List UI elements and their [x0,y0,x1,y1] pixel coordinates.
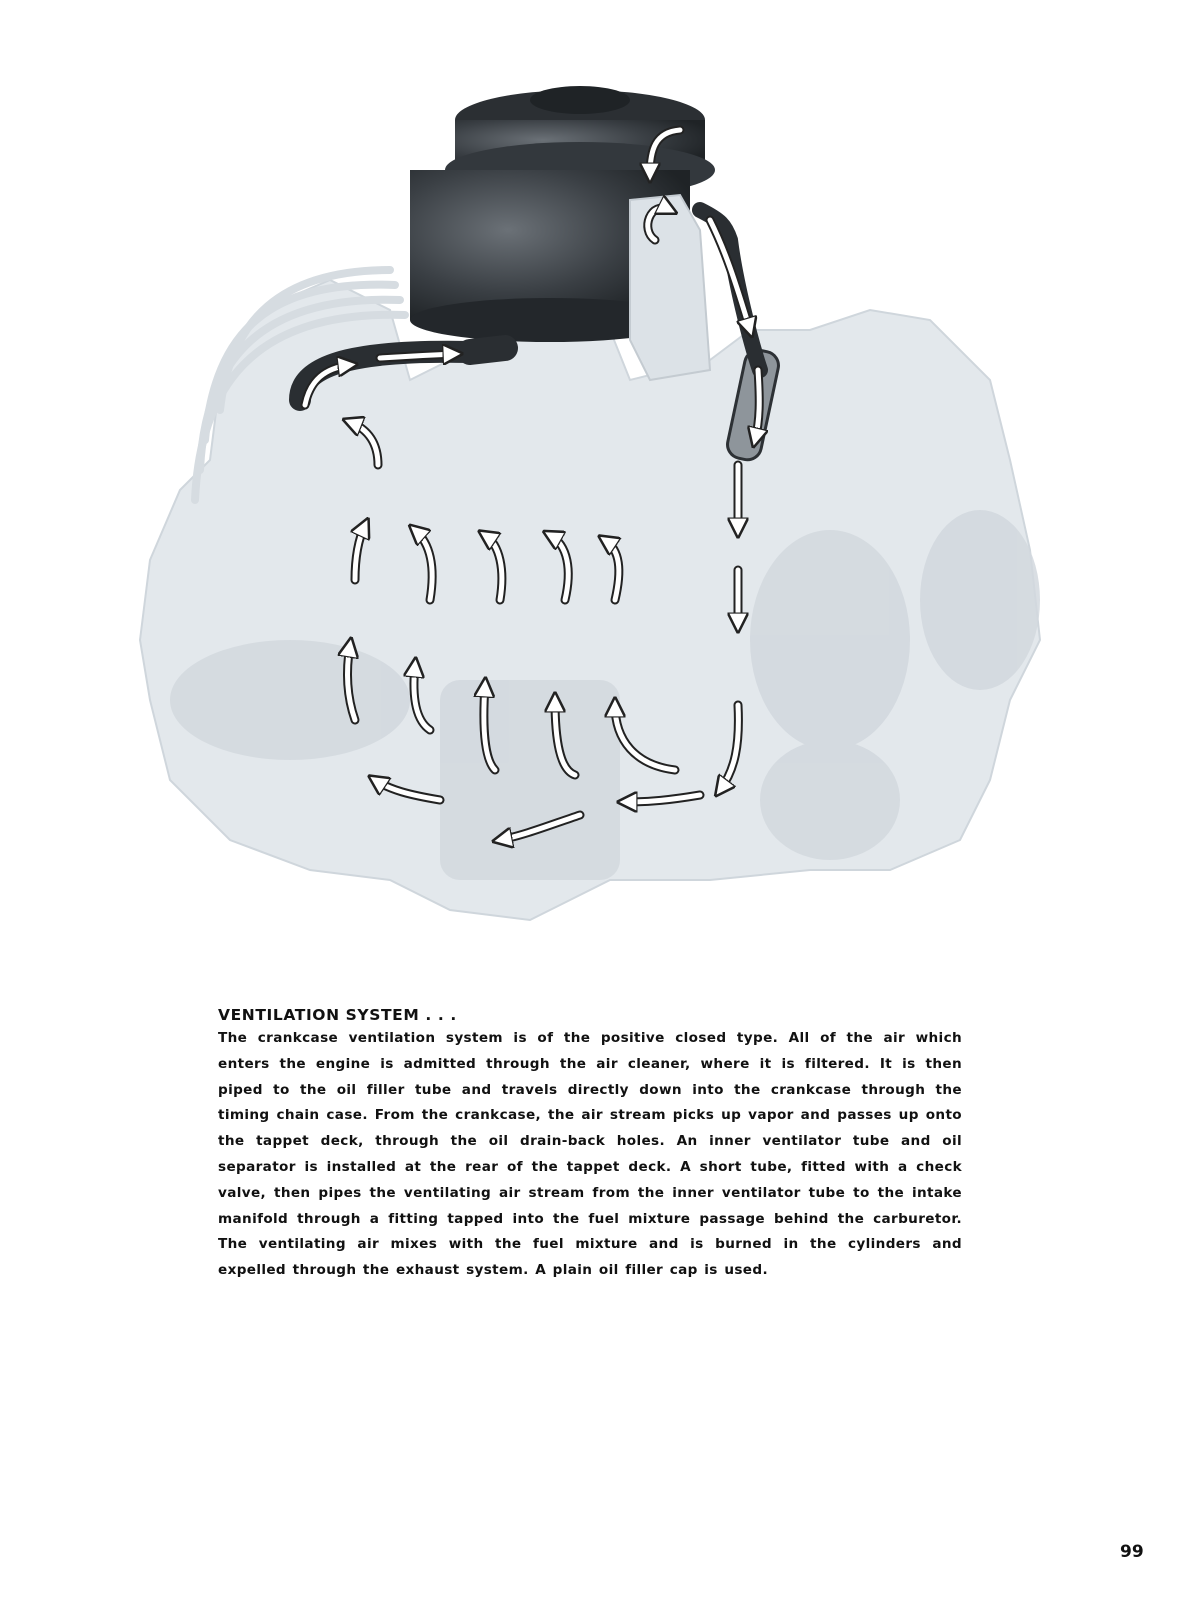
carburetor [630,195,710,380]
section-heading: VENTILATION SYSTEM . . . [218,1006,457,1024]
page-number: 99 [1120,1542,1144,1562]
section-body: The crankcase ventilation system is of the positive closed type. All of the air which enters the engine is admitted through the air cleaner, where it is filtered. It is then piped to the oil filler tube and travels directly down into the crankcase through the timing chain case. From the crankcase, the air stream picks up vapor and passes up onto the tappet deck, through the oil drain-back holes. An inner ventilator tube and oil separator is installed at the rear of the tappet deck. A short tube, fitted with a check valve, then pipes the ventilating air stream from the inner ventilator tube to the intake manifold through a fitting tapped into the fuel mixture passage behind the carburetor. The ventilating air mixes with the fuel mixture and is burned in the cylinders and expelled through the exhaust system. A plain oil filler cap is used. [218,1030,962,1279]
ventilation-section [218,1006,962,1284]
engine-ventilation-icon [110,80,1110,940]
engine-illustration [110,80,1110,940]
